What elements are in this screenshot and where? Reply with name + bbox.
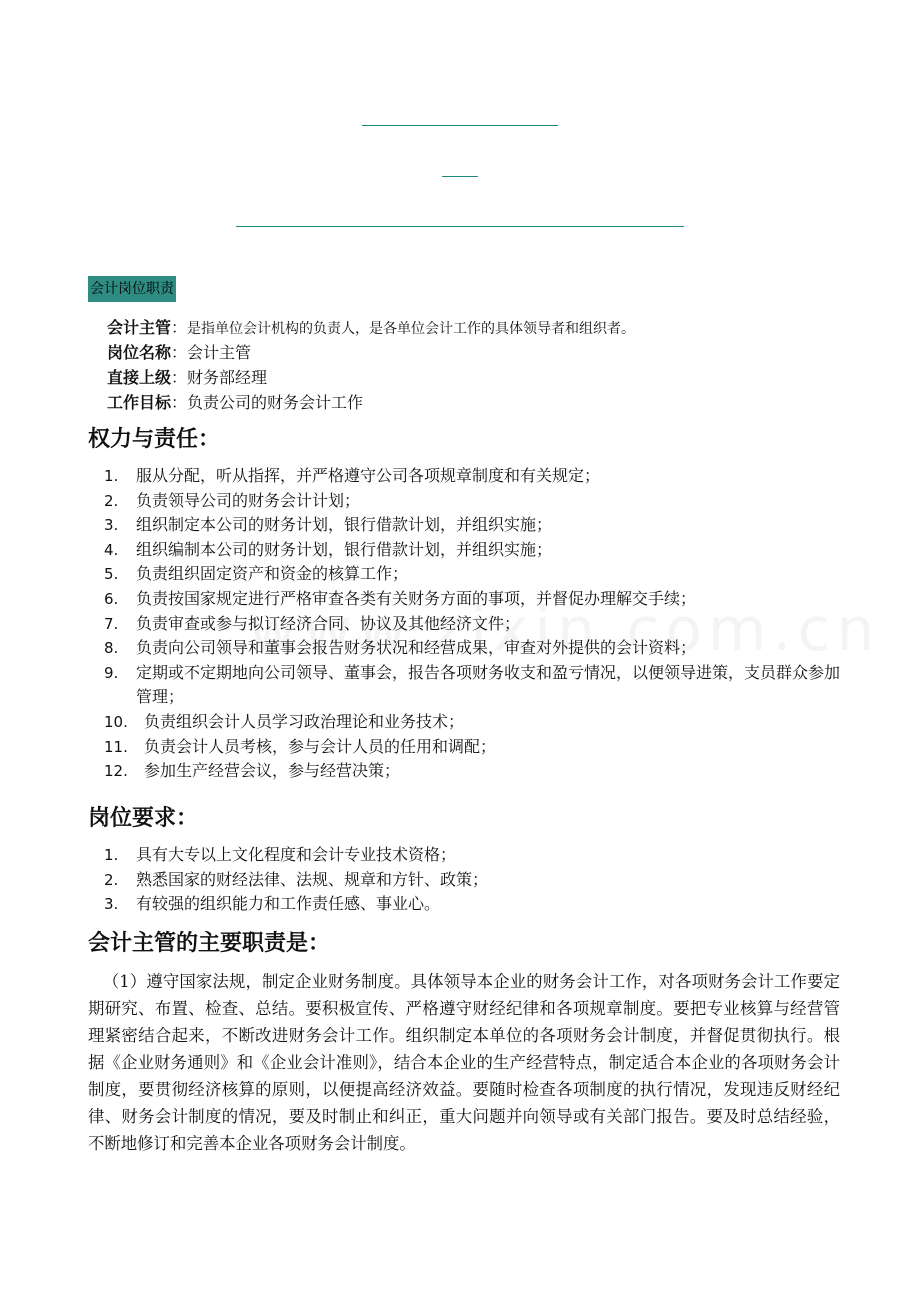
item-text: 服从分配，听从指挥，并严格遵守公司各项规章制度和有关规定； bbox=[136, 466, 601, 485]
info-value: 是指单位会计机构的负责人，是各单位会计工作的具体领导者和组织者。 bbox=[187, 321, 636, 337]
item-number: 5. bbox=[104, 565, 119, 584]
info-row-superior bbox=[107, 366, 267, 390]
list-item bbox=[104, 513, 844, 538]
item-number: 6. bbox=[104, 589, 119, 608]
info-sep: ： bbox=[171, 368, 188, 387]
info-value: 财务部经理 bbox=[187, 368, 268, 387]
duties-paragraph: （1）遵守国家法规，制定企业财务制度。具体领导本企业的财务会计工作，对各项财务会计工作要定期研究、布置、检查、总结。要积极宣传、严格遵守财经纪律和各项规章制度。要把专业核算与经营管理紧密结合起来，不断改进财务会计工作。组织制定本单位的各项财务会计制度，并督促贯彻执行。根据《企业财务通则》和《企业会计准则》，结合本企业的生产经营特点，制定适合本企业的各项财务会计制度，要贯彻经济核算的原则，以便提高经济效益。要随时检查各项制度的执行情况，发现违反财经纪律、财务会计制度的情况，要及时制止和纠正，重大问题并向领导或有关部门报告。要及时总结经验，不断地修订和完善本企业各项财务会计制度。 bbox=[88, 972, 840, 1153]
item-number: 9. bbox=[104, 663, 119, 682]
item-number: 11. bbox=[104, 737, 128, 756]
list-item bbox=[104, 489, 844, 514]
list-item bbox=[104, 562, 844, 587]
item-text: 负责向公司领导和董事会报告财务状况和经营成果，审查对外提供的会计资料； bbox=[136, 638, 697, 658]
list-item bbox=[104, 759, 844, 784]
list-item bbox=[104, 464, 844, 489]
item-number: 1. bbox=[104, 467, 119, 485]
info-value: 会计主管 bbox=[187, 343, 252, 362]
info-row-supervisor bbox=[107, 316, 635, 341]
section-tag: 会计岗位职责 bbox=[88, 276, 176, 302]
list-item bbox=[104, 735, 844, 760]
item-text: 负责组织固定资产和资金的核算工作； bbox=[136, 564, 409, 584]
info-row-position bbox=[107, 341, 251, 365]
list-item bbox=[104, 710, 844, 735]
list-item bbox=[104, 661, 844, 710]
requirements-list bbox=[104, 843, 844, 917]
item-number: 3. bbox=[104, 895, 119, 914]
list-item bbox=[104, 892, 844, 917]
item-text: 有较强的组织能力和工作责任感、事业心。 bbox=[136, 894, 441, 914]
item-text: 负责组织会计人员学习政治理论和业务技术； bbox=[144, 711, 465, 731]
item-text: 组织制定本公司的财务计划，银行借款计划，并组织实施； bbox=[136, 515, 553, 535]
title-rule-1 bbox=[362, 125, 558, 126]
powers-list bbox=[104, 464, 844, 784]
info-key: 岗位名称 bbox=[107, 343, 172, 362]
list-item bbox=[104, 612, 844, 637]
info-value: 负责公司的财务会计工作 bbox=[187, 393, 364, 412]
item-number: 7. bbox=[104, 614, 119, 633]
list-item bbox=[104, 587, 844, 612]
item-number: 12. bbox=[104, 762, 128, 781]
info-sep: ： bbox=[171, 393, 188, 412]
title-rule-2 bbox=[442, 176, 478, 177]
item-text: 熟悉国家的财经法律、法规、规章和方针、政策； bbox=[136, 869, 489, 889]
list-item bbox=[104, 843, 844, 868]
powers-heading: 权力与责任： bbox=[88, 427, 221, 452]
item-number: 10. bbox=[104, 712, 128, 731]
item-text: 组织编制本公司的财务计划，银行借款计划，并组织实施； bbox=[136, 539, 553, 559]
info-key: 工作目标 bbox=[107, 393, 172, 412]
list-item bbox=[104, 538, 844, 563]
info-row-goal bbox=[107, 391, 363, 415]
info-key: 直接上级 bbox=[107, 368, 172, 387]
item-number: 8. bbox=[104, 639, 119, 658]
item-text: 参加生产经营会议，参与经营决策； bbox=[144, 761, 401, 781]
item-number: 2. bbox=[104, 870, 119, 889]
item-number: 1. bbox=[104, 846, 119, 864]
info-sep: ： bbox=[171, 343, 188, 362]
info-sep: ： bbox=[171, 318, 188, 337]
item-number: 3. bbox=[104, 516, 119, 535]
requirements-heading: 岗位要求： bbox=[88, 806, 199, 831]
list-item bbox=[104, 868, 844, 893]
item-text: 负责会计人员考核，参与会计人员的任用和调配； bbox=[144, 736, 497, 756]
item-number: 2. bbox=[104, 491, 119, 510]
title-rule-3 bbox=[236, 226, 684, 227]
item-text: 具有大专以上文化程度和会计专业技术资格； bbox=[136, 845, 457, 864]
item-number: 4. bbox=[104, 540, 119, 559]
info-key: 会计主管 bbox=[107, 318, 172, 337]
item-text: 负责领导公司的财务会计计划； bbox=[136, 490, 361, 510]
item-text: 定期或不定期地向公司领导、董事会，报告各项财务收支和盈亏情况，以便领导进策，支员群众参加管理； bbox=[136, 662, 841, 707]
list-item bbox=[104, 636, 844, 661]
item-text: 负责按国家规定进行严格审查各类有关财务方面的事项，并督促办理解交手续； bbox=[136, 588, 697, 608]
item-text: 负责审查或参与拟订经济合同、协议及其他经济文件； bbox=[136, 613, 521, 633]
duties-heading: 会计主管的主要职责是： bbox=[88, 931, 331, 956]
